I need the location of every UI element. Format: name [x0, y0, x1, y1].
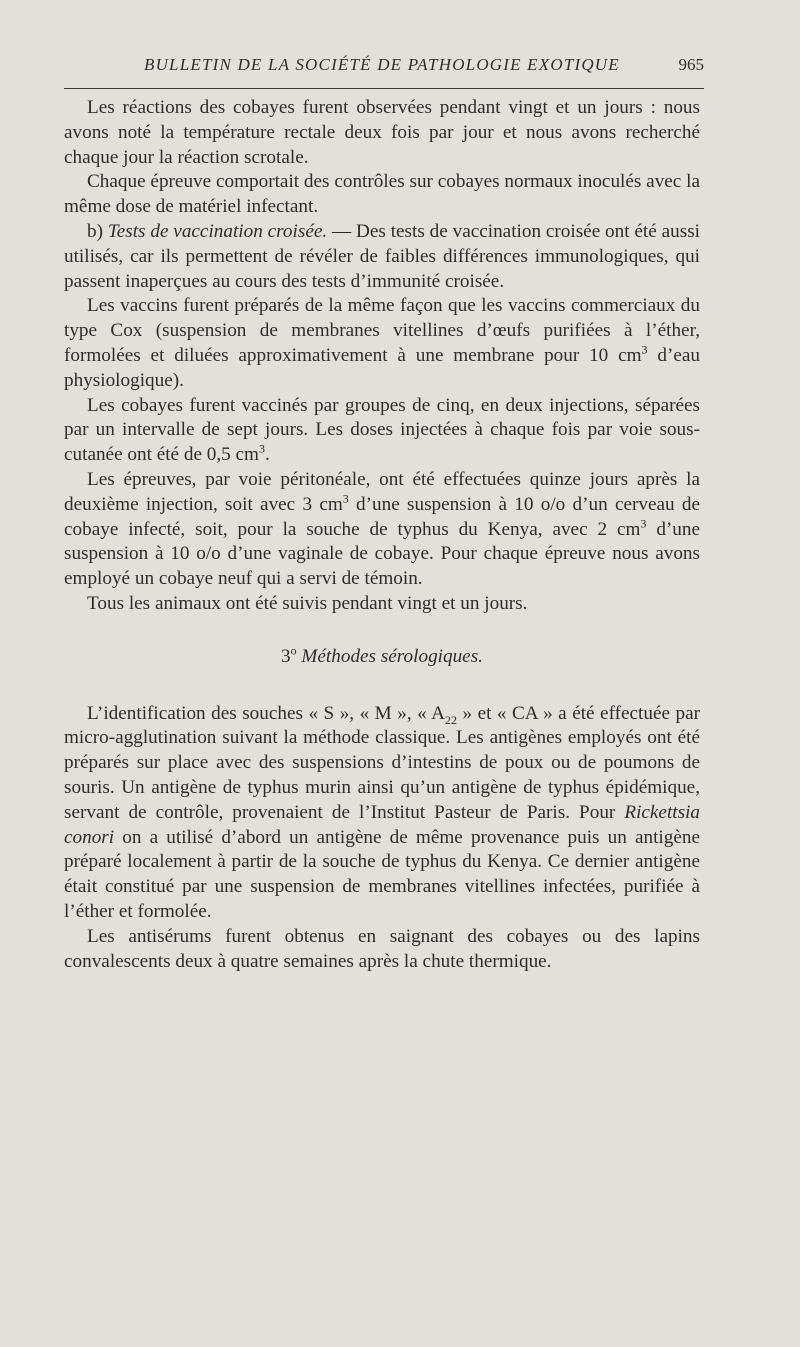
text-run: .	[265, 444, 270, 466]
text-run: on a utilisé d’abord un antigène de même provenance puis un antigène préparé localement à partir de la souche de typhus du Kenya. Ce dernier antigène était constitué par une suspension de membranes vitellines infectées, purifiée à l’éther et formolée.	[64, 826, 700, 922]
superscript: 3	[342, 491, 349, 506]
superscript: 3	[259, 441, 265, 456]
paragraph-temperature: Les réactions des cobayes furent observées pendant vingt et un jours : nous avons noté la température rectale deux fois par jour et nous avons recherché chaque jour la réaction scrotale.	[64, 97, 700, 168]
page-number: 965	[678, 55, 704, 74]
paragraph-challenges	[64, 468, 700, 592]
text-run: Les cobayes furent vaccinés par groupes de cinq, en deux injections, séparées par un intervalle de sept jours. Les doses injectées à chaque fois par voie sous-cutanée ont été de 0,5 cm	[64, 394, 700, 466]
paragraph-identification	[64, 702, 700, 925]
text-run: Les épreuves, par voie péritonéale, ont été effectuées quinze jours après la deuxième injection, soit avec 3 cm	[64, 468, 700, 515]
body-text	[64, 96, 700, 974]
paragraph-antisera: Les antisérums furent obtenus en saignant des cobayes ou des lapins convalescents deux à quatre semaines après la chute thermique.	[64, 925, 700, 972]
text-run: d’une suspension à 10 o/o d’une vaginale de cobaye. Pour chaque épreuve nous avons employé un cobaye neuf qui a servi de témoin.	[64, 518, 701, 590]
superscript: 3	[641, 342, 648, 357]
text-run: L’identification des souches « S », « M », « A	[87, 702, 445, 724]
text-run: Les vaccins furent préparés de la même façon que les vaccins commerciaux du type Cox (suspension de membranes vitellines d’œufs purifiées à l’éther, formolées et diluées approximativement à une membrane pour 10 cm	[64, 295, 700, 366]
section-heading	[64, 645, 700, 670]
subscript: 22	[445, 712, 457, 727]
paragraph-vaccines	[64, 294, 700, 393]
superscript: 3	[640, 516, 647, 531]
paragraph-cross-vaccination	[64, 220, 700, 294]
running-title: BULLETIN DE LA SOCIÉTÉ DE PATHOLOGIE EXOTIQUE	[144, 55, 620, 74]
section-number: 3	[281, 645, 291, 667]
item-title: Tests de vaccination croisée.	[107, 220, 328, 242]
section-title: Méthodes sérologiques.	[301, 645, 483, 667]
text-run: d’une suspension à 10 o/o d’un cerveau de cobaye infecté, soit, pour la souche de typhus du Kenya, avec 2 cm	[64, 493, 700, 540]
paragraph-injections	[64, 394, 700, 468]
species-name: Rickettsia conori	[64, 801, 700, 848]
item-label: b)	[87, 220, 103, 242]
page-header	[64, 52, 704, 89]
text-run: » et « CA » a été effectuée par micro-agglutination suivant la méthode classique. Les antigènes employés ont été préparés sur place avec des suspensions d’intestins de poux ou de poumons de souris. Un antigène de typhus murin ainsi qu’un antigène de typhus épidémique, servant de contrôle, provenaient de l’Institut Pasteur de Paris. Pour	[64, 702, 700, 823]
paragraph-followup: Tous les animaux ont été suivis pendant vingt et un jours.	[87, 592, 528, 614]
paragraph-controls: Chaque épreuve comportait des contrôles sur cobayes normaux inoculés avec la même dose de matériel infectant.	[64, 171, 700, 218]
section-degree: o	[290, 643, 297, 658]
item-text: — Des tests de vaccination croisée ont été aussi utilisés, car ils permettent de révéler de faibles différences immunologiques, qui passent inaperçues au cours des tests d’immunité croisée.	[64, 220, 700, 292]
text-run: d’eau physiologique).	[64, 344, 700, 391]
